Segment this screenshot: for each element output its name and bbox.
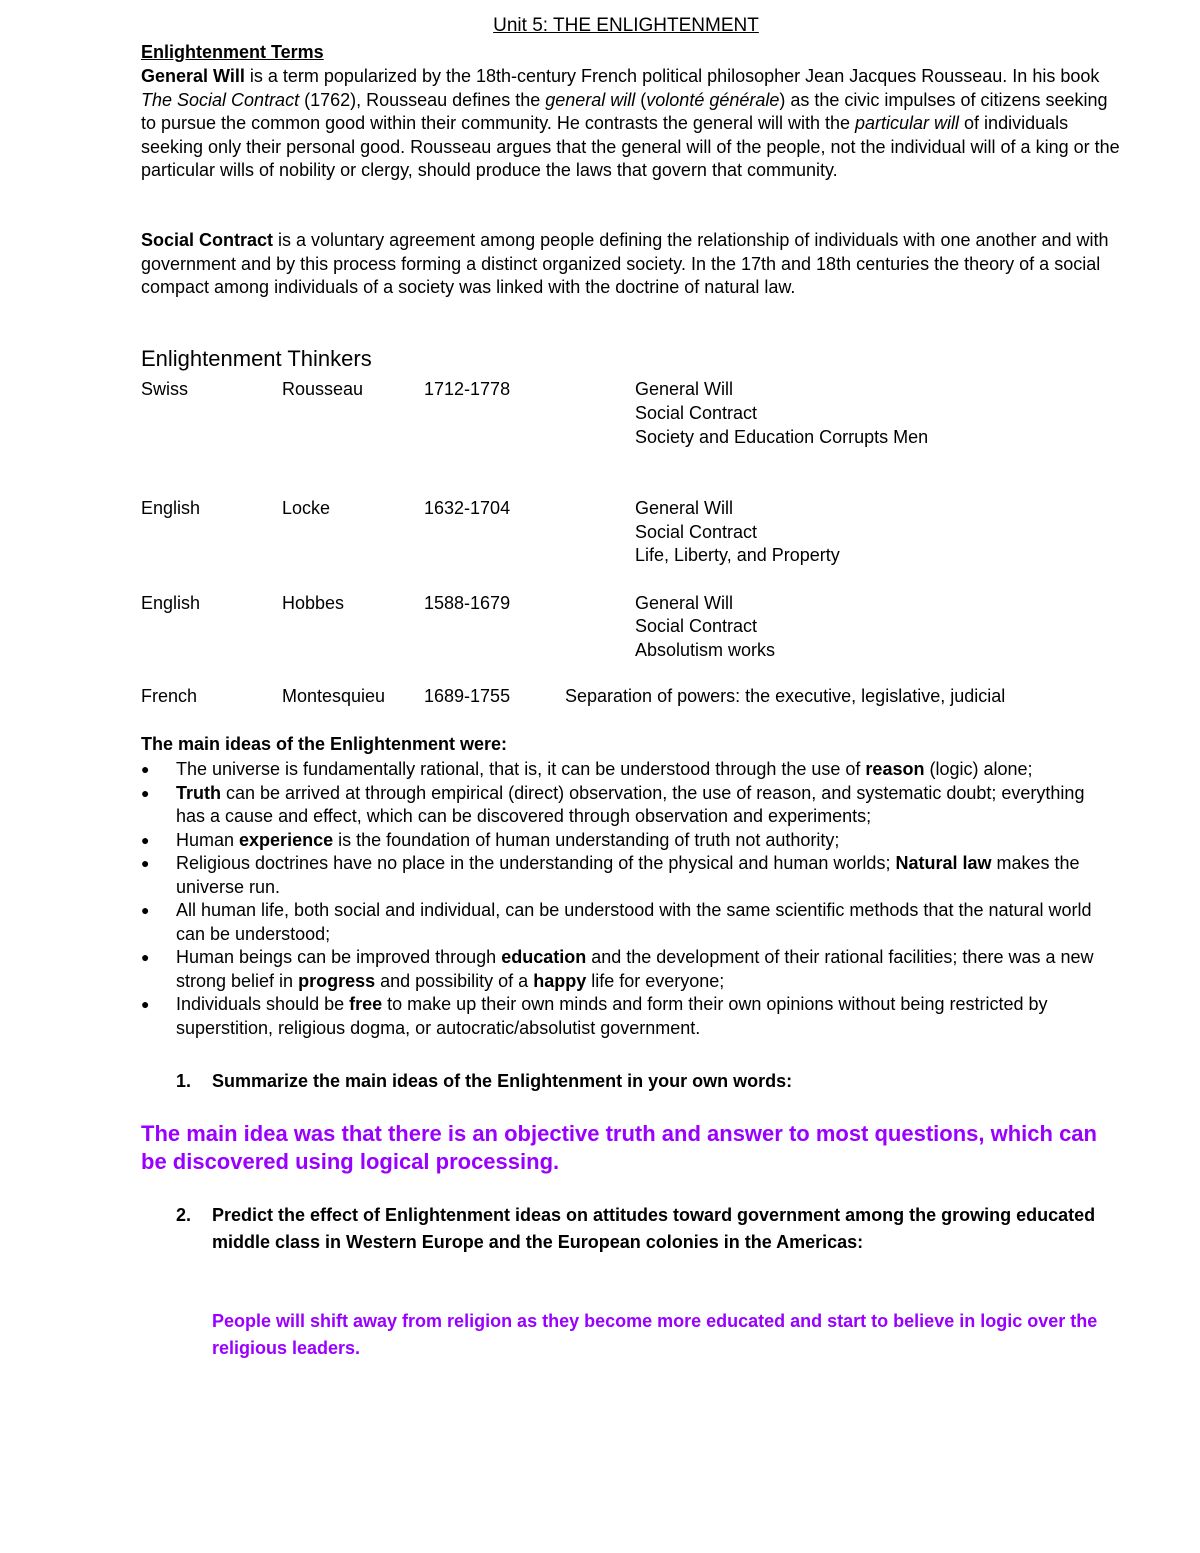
bold-term: Natural law <box>895 853 992 873</box>
thinker-idea: General Will <box>635 498 734 518</box>
bullet-icon: ● <box>141 761 150 777</box>
text-run: of individuals seeking only their personal good. Rousseau argues that the general will of the people, not the individual will of a king or the particular wills of nobility or clergy, should produce the laws that govern that community. <box>141 113 1120 180</box>
question-1 <box>176 1068 1106 1095</box>
thinker-idea: Life, Liberty, and Property <box>635 545 840 565</box>
answer-2: People will shift away from religion as they become more educated and start to believe in logic over the religious leaders. <box>212 1311 1098 1358</box>
general-will-term: General Will <box>141 66 245 86</box>
text-run: Individuals should be <box>176 994 350 1014</box>
thinker-idea: General Will <box>635 379 734 399</box>
question-text: Predict the effect of Enlightenment ideas on attitudes toward government among the growing educated middle class in Western Europe and the European colonies in the Americas: <box>212 1205 1096 1252</box>
bold-term: experience <box>239 829 334 850</box>
thinkers-heading: Enlightenment Thinkers <box>141 346 372 371</box>
book-title: The Social Contract <box>141 89 300 110</box>
general-will-paragraph <box>141 65 1121 183</box>
list-item <box>141 993 1116 1040</box>
text-run: The universe is fundamentally rational, that is, it can be understood through the use of <box>176 759 866 779</box>
thinker-nationality: English <box>141 593 201 613</box>
list-item <box>141 899 1116 946</box>
text-run: Human beings can be improved through <box>176 947 502 967</box>
list-item <box>141 829 1116 853</box>
text-run: (1762), Rousseau defines the <box>299 89 546 110</box>
text-run: (logic) alone; <box>924 759 1033 779</box>
text-run: ( <box>635 89 647 110</box>
thinker-idea: Absolutism works <box>635 640 776 660</box>
thinker-nationality: French <box>141 686 198 706</box>
page-title: Unit 5: THE ENLIGHTENMENT <box>493 15 759 36</box>
bullet-icon: ● <box>141 831 150 848</box>
social-contract-term: Social Contract <box>141 230 274 250</box>
thinker-years: 1712-1778 <box>424 379 511 399</box>
question-number: 1. <box>176 1071 192 1091</box>
text-run: ) as the civic impulses of citizens seeking to pursue the common good within their community. He contrasts the general will with the <box>141 89 1108 133</box>
thinker-name: Rousseau <box>282 379 364 399</box>
text-run: Religious doctrines have no place in the understanding of the physical and human worlds; <box>176 853 896 873</box>
text-run: and possibility of a <box>375 970 534 991</box>
thinker-idea: General Will <box>635 593 734 613</box>
text-run: is a term popularized by the 18th-century French political philosopher Jean Jacques Rousseau. In his book <box>244 66 1100 86</box>
italic-term: volonté générale <box>646 89 780 110</box>
bold-term: free <box>349 994 383 1014</box>
text-run: to make up their own minds and form their own opinions without being restricted by superstition, religious dogma, or autocratic/absolutist government. <box>176 994 1048 1038</box>
italic-term: general will <box>545 89 636 110</box>
bold-term: reason <box>865 759 925 779</box>
bullet-icon: ● <box>141 784 150 801</box>
main-ideas-list <box>141 758 1116 1040</box>
list-item <box>141 758 1116 782</box>
text-run: life for everyone; <box>586 970 725 991</box>
bold-term: education <box>501 947 587 967</box>
thinker-idea: Separation of powers: the executive, legislative, judicial <box>565 686 1006 706</box>
bold-term: happy <box>533 970 587 991</box>
text-run: All human life, both social and individual, can be understood with the same scientific methods that the natural world can be understood; <box>176 900 1092 944</box>
bullet-icon: ● <box>141 996 150 1012</box>
main-ideas-heading: The main ideas of the Enlightenment were: <box>141 734 508 754</box>
thinker-idea: Social Contract <box>635 403 758 423</box>
italic-term: particular will <box>855 113 960 133</box>
question-number: 2. <box>176 1205 192 1225</box>
bullet-icon: ● <box>141 902 150 918</box>
text-run: Human <box>176 829 240 850</box>
answer-1: The main idea was that there is an objective truth and answer to most questions, which can be discovered using logical processing. <box>141 1121 1097 1174</box>
thinker-idea: Social Contract <box>635 616 758 636</box>
bold-term: Truth <box>176 782 221 803</box>
thinker-years: 1588-1679 <box>424 593 511 613</box>
thinker-idea: Social Contract <box>635 522 758 542</box>
social-contract-paragraph <box>141 229 1121 300</box>
list-item <box>141 852 1116 899</box>
text-run: makes the universe run. <box>176 853 1080 897</box>
thinker-years: 1632-1704 <box>424 498 511 518</box>
text-run: is the foundation of human understanding of truth not authority; <box>333 829 840 850</box>
text-run: can be arrived at through empirical (direct) observation, the use of reason, and systematic doubt; everything has a cause and effect, which can be discovered through observation and experiments; <box>176 782 1085 826</box>
text-run: and the development of their rational facilities; there was a new strong belief in <box>176 947 1094 991</box>
thinker-years: 1689-1755 <box>424 686 511 706</box>
bold-term: progress <box>298 970 376 991</box>
list-item <box>141 946 1116 993</box>
question-2 <box>176 1202 1106 1256</box>
thinker-name: Locke <box>282 498 331 518</box>
thinker-name: Hobbes <box>282 593 345 613</box>
thinker-name: Montesquieu <box>282 686 386 706</box>
terms-heading: Enlightenment Terms <box>141 42 324 62</box>
thinker-nationality: Swiss <box>141 379 189 399</box>
thinker-idea: Society and Education Corrupts Men <box>635 427 929 447</box>
question-text: Summarize the main ideas of the Enlightenment in your own words: <box>212 1071 793 1091</box>
bullet-icon: ● <box>141 855 150 871</box>
bullet-icon: ● <box>141 949 150 965</box>
list-item <box>141 782 1116 829</box>
thinker-nationality: English <box>141 498 201 518</box>
text-run: is a voluntary agreement among people defining the relationship of individuals with one another and with government and by this process forming a distinct organized society. In the 17th and 18th centuries the theory of a social compact among individuals of a society was linked with the doctrine of natural law. <box>141 230 1109 297</box>
